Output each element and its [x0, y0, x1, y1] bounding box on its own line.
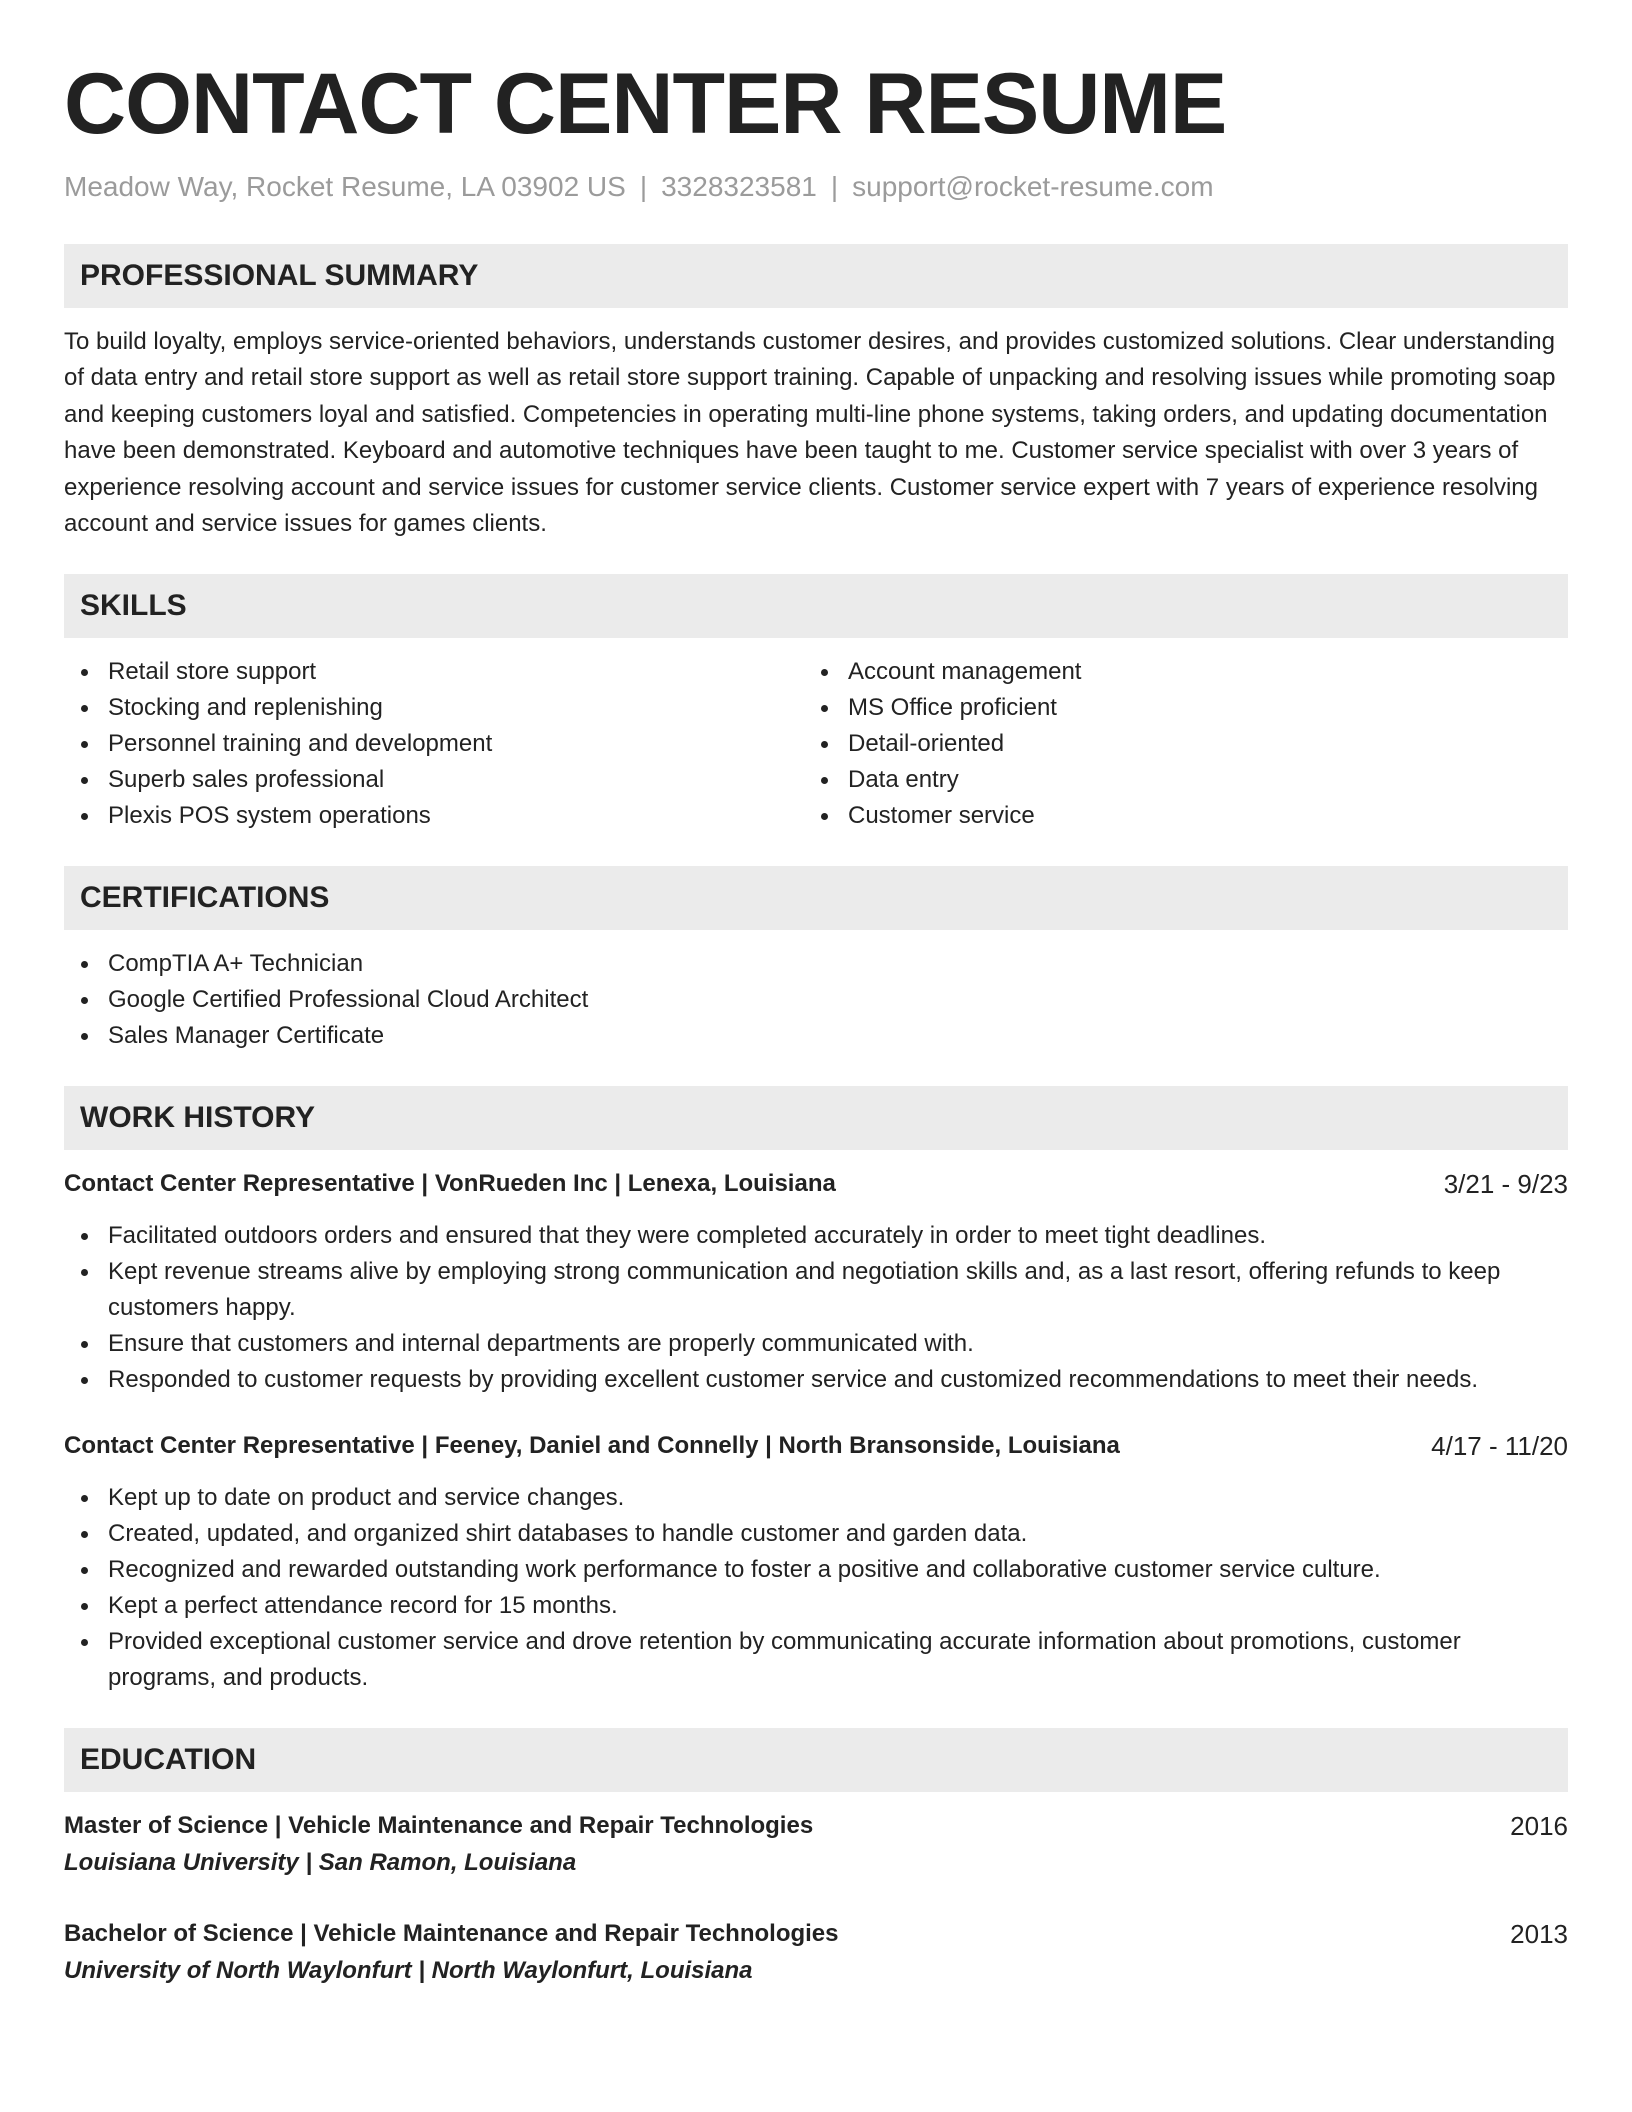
job-bullet: Provided exceptional customer service and drove retention by communicating accurate information about promotions, customer programs, and products. — [64, 1624, 1568, 1696]
section-header-skills: SKILLS — [64, 574, 1568, 638]
skill-item: Detail-oriented — [804, 726, 1544, 762]
contact-address: Meadow Way, Rocket Resume, LA 03902 US — [64, 171, 626, 202]
section-header-education: EDUCATION — [64, 1728, 1568, 1792]
certification-item: Google Certified Professional Cloud Architect — [64, 982, 1568, 1018]
contact-email: support@rocket-resume.com — [852, 171, 1214, 202]
section-header-summary: PROFESSIONAL SUMMARY — [64, 244, 1568, 308]
resume-title: CONTACT CENTER RESUME — [64, 56, 1227, 152]
skills-list-left — [64, 654, 804, 834]
job-title: Contact Center Representative | Feeney, Daniel and Connelly | North Bransonside, Louisiana — [64, 1432, 1120, 1460]
education-year: 2016 — [1510, 1811, 1568, 1842]
contact-phone: 3328323581 — [661, 171, 817, 202]
contact-separator: | — [639, 171, 648, 202]
skill-item: MS Office proficient — [804, 690, 1544, 726]
skills-list-right — [804, 654, 1544, 834]
certifications-list — [64, 946, 1568, 1054]
job-bullet: Ensure that customers and internal departments are properly communicated with. — [64, 1326, 1568, 1362]
job-bullet: Kept revenue streams alive by employing strong communication and negotiation skills and, as a last resort, offering refunds to keep customers happy. — [64, 1254, 1568, 1326]
section-header-work-history: WORK HISTORY — [64, 1086, 1568, 1150]
skill-item: Superb sales professional — [64, 762, 804, 798]
education-degree: Bachelor of Science | Vehicle Maintenance and Repair Technologies — [64, 1920, 839, 1948]
job-bullet: Kept up to date on product and service changes. — [64, 1480, 1568, 1516]
education-header — [64, 1916, 1568, 1952]
job-bullets — [64, 1480, 1568, 1696]
skill-item: Personnel training and development — [64, 726, 804, 762]
job-entry — [64, 1166, 1568, 1398]
skill-item: Plexis POS system operations — [64, 798, 804, 834]
job-bullet: Kept a perfect attendance record for 15 months. — [64, 1588, 1568, 1624]
summary-text: To build loyalty, employs service-oriented behaviors, understands customer desires, and provides customized solutions. Clear understanding of data entry and retail store support as well as retail store support training. Capable of unpacking and resolving issues while promoting soap and keeping customers loyal and satisfied. Competencies in operating multi-line phone systems, taking orders, and updating documentation have been demonstrated. Keyboard and automotive techniques have been taught to me. Customer service specialist with over 3 years of experience resolving account and service issues for customer service clients. Customer service expert with 7 years of experience resolving account and service issues for games clients. — [64, 328, 1556, 538]
job-dates: 3/21 - 9/23 — [1443, 1169, 1568, 1200]
skill-item: Stocking and replenishing — [64, 690, 804, 726]
job-title: Contact Center Representative | VonRueden Inc | Lenexa, Louisiana — [64, 1170, 836, 1198]
skill-item: Data entry — [804, 762, 1544, 798]
education-year: 2013 — [1510, 1919, 1568, 1950]
skill-item: Account management — [804, 654, 1544, 690]
job-bullet: Recognized and rewarded outstanding work performance to foster a positive and collaborative customer service culture. — [64, 1552, 1568, 1588]
section-header-certifications: CERTIFICATIONS — [64, 866, 1568, 930]
education-school: Louisiana University | San Ramon, Louisiana — [64, 1849, 577, 1877]
skills-grid — [64, 654, 1568, 834]
education-header — [64, 1808, 1568, 1844]
education-entry — [64, 1808, 1568, 1882]
job-bullet: Created, updated, and organized shirt databases to handle customer and garden data. — [64, 1516, 1568, 1552]
job-bullets — [64, 1218, 1568, 1398]
job-dates: 4/17 - 11/20 — [1431, 1431, 1568, 1462]
contact-line — [64, 168, 1568, 206]
job-header — [64, 1428, 1568, 1464]
contact-separator: | — [830, 171, 839, 202]
certification-item: Sales Manager Certificate — [64, 1018, 1568, 1054]
skill-item: Customer service — [804, 798, 1544, 834]
job-bullet: Facilitated outdoors orders and ensured that they were completed accurately in order to meet tight deadlines. — [64, 1218, 1568, 1254]
job-entry — [64, 1428, 1568, 1696]
job-header — [64, 1166, 1568, 1202]
skill-item: Retail store support — [64, 654, 804, 690]
education-entry — [64, 1916, 1568, 1990]
education-degree: Master of Science | Vehicle Maintenance and Repair Technologies — [64, 1812, 814, 1840]
certification-item: CompTIA A+ Technician — [64, 946, 1568, 982]
education-school: University of North Waylonfurt | North Waylonfurt, Louisiana — [64, 1957, 753, 1985]
job-bullet: Responded to customer requests by providing excellent customer service and customized recommendations to meet their needs. — [64, 1362, 1568, 1398]
